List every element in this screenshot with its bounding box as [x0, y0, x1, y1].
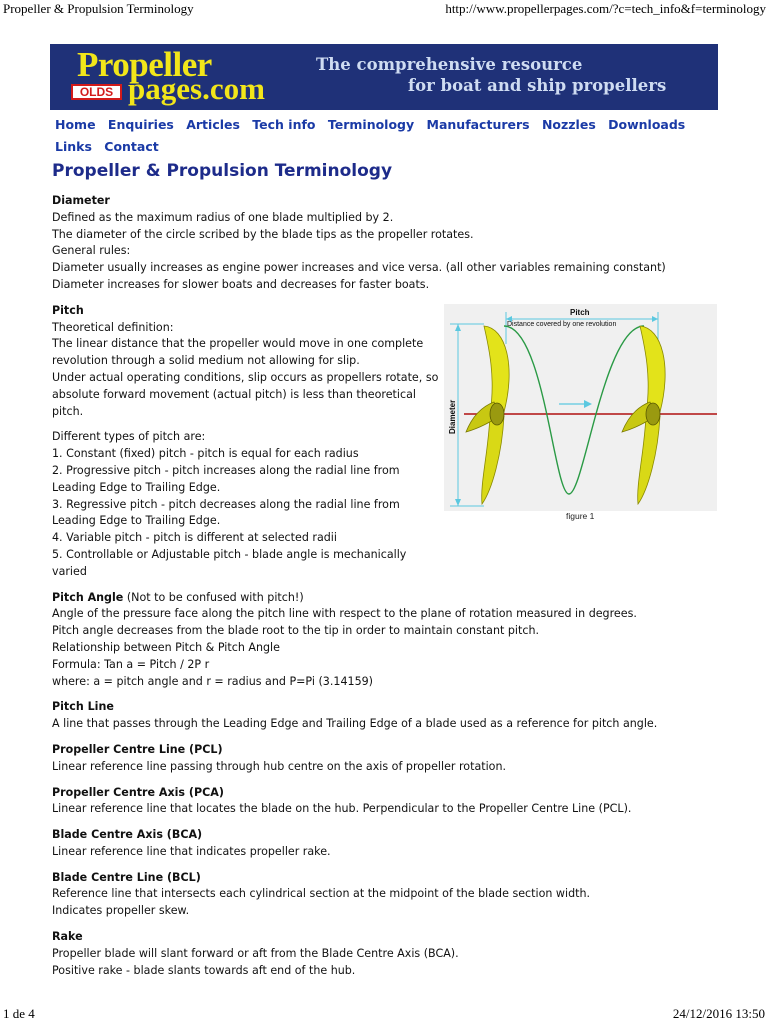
distance-label: Distance covered by one revolution — [507, 321, 617, 328]
logo-text-pages: pages.com — [128, 71, 265, 106]
section-rake — [52, 929, 712, 979]
section-heading — [52, 590, 712, 607]
section-title: Blade Centre Line (BCL) — [52, 870, 201, 884]
hub — [646, 403, 660, 425]
section-title-note: (Not to be confused with pitch!) — [123, 590, 304, 604]
print-datetime: 24/12/2016 13:50 — [672, 1006, 765, 1021]
tagline-line-1: The comprehensive resource — [316, 55, 583, 74]
page-number: 1 de 4 — [3, 1006, 35, 1021]
list-item: 4. Variable pitch - pitch is different at selected radii — [52, 531, 337, 545]
nav-tech-info[interactable]: Tech info — [252, 117, 316, 132]
list-item: 5. Controllable or Adjustable pitch - blade angle is mechanically varied — [52, 547, 407, 578]
section-diameter — [52, 193, 712, 294]
text-line: Indicates propeller skew. — [52, 904, 190, 918]
text-line: Reference line that intersects each cylindrical section at the midpoint of the blade section width. — [52, 887, 591, 901]
list-item: 2. Progressive pitch - pitch increases along the radial line from — [52, 463, 400, 477]
list-item: 1. Constant (fixed) pitch - pitch is equal for each radius — [52, 447, 359, 461]
nav-manufacturers[interactable]: Manufacturers — [426, 117, 530, 132]
text-line: pitch. — [52, 404, 84, 418]
hub — [490, 403, 504, 425]
text-line: Defined as the maximum radius of one blade multiplied by 2. — [52, 210, 394, 224]
section-bcl — [52, 870, 712, 920]
section-pitch-line — [52, 699, 712, 733]
text-line: Linear reference line that indicates propeller rake. — [52, 844, 331, 858]
pitch-figure — [444, 304, 717, 511]
text-line: General rules: — [52, 244, 131, 258]
section-pitch-angle — [52, 590, 712, 691]
section-pcl — [52, 742, 712, 776]
text-line: The linear distance that the propeller would move in one complete — [52, 337, 424, 351]
print-header-url: http://www.propellerpages.com/?c=tech_info&f=terminology — [445, 1, 766, 16]
list-item: 3. Regressive pitch - pitch decreases along the radial line from — [52, 497, 400, 511]
text-line: Linear reference line that locates the blade on the hub. Perpendicular to the Propeller Centre Line (PCL). — [52, 802, 632, 816]
list-item: Leading Edge to Trailing Edge. — [52, 514, 221, 528]
section-pca — [52, 785, 712, 819]
nav-articles[interactable]: Articles — [186, 117, 240, 132]
text-line: A line that passes through the Leading Edge and Trailing Edge of a blade used as a reference for pitch angle. — [52, 717, 658, 731]
pitch-label: Pitch — [570, 308, 590, 317]
text-line: Relationship between Pitch & Pitch Angle — [52, 640, 280, 654]
text-line: The diameter of the circle scribed by the blade tips as the propeller rotates. — [52, 227, 474, 241]
section-pitch — [52, 303, 444, 581]
nav-contact[interactable]: Contact — [104, 139, 159, 154]
text-line: Linear reference line passing through hub centre on the axis of propeller rotation. — [52, 759, 507, 773]
nav-enquiries[interactable]: Enquiries — [107, 117, 174, 132]
diameter-label: Diameter — [448, 399, 457, 434]
text-line: absolute forward movement (actual pitch) is less than theoretical — [52, 387, 416, 401]
text-line: Different types of pitch are: — [52, 430, 206, 444]
main-nav — [55, 114, 715, 158]
text-line: Formula: Tan a = Pitch / 2P r — [52, 657, 210, 671]
print-footer — [0, 1004, 768, 1024]
text-line: Theoretical definition: — [52, 320, 174, 334]
logo-badge: OLDS — [71, 84, 122, 100]
section-bca — [52, 827, 712, 861]
section-title: Rake — [52, 930, 83, 944]
section-title: Diameter — [52, 194, 110, 207]
figure-caption: figure 1 — [566, 511, 595, 521]
pitch-types-list — [52, 429, 444, 580]
section-title: Propeller Centre Axis (PCA) — [52, 785, 224, 799]
text-line: Angle of the pressure face along the pitch line with respect to the plane of rotation measured in degrees. — [52, 607, 637, 621]
print-header — [0, 0, 768, 20]
section-title: Pitch Line — [52, 700, 114, 714]
nav-downloads[interactable]: Downloads — [608, 117, 686, 132]
print-header-title: Propeller & Propulsion Terminology — [3, 1, 194, 16]
nav-links[interactable]: Links — [55, 139, 92, 154]
nav-nozzles[interactable]: Nozzles — [541, 117, 596, 132]
text-line: Diameter increases for slower boats and decreases for faster boats. — [52, 277, 430, 291]
text-line: Positive rake - blade slants towards aft end of the hub. — [52, 963, 356, 977]
tagline-line-2: for boat and ship propellers — [408, 76, 667, 95]
nav-home[interactable]: Home — [55, 117, 96, 132]
banner-tagline — [308, 54, 708, 96]
list-item: Leading Edge to Trailing Edge. — [52, 480, 221, 494]
nav-terminology[interactable]: Terminology — [327, 117, 415, 132]
section-title: Pitch — [52, 303, 84, 317]
site-banner[interactable] — [50, 44, 718, 110]
pitch-diagram — [444, 304, 717, 511]
text-line: Pitch angle decreases from the blade root to the tip in order to maintain constant pitch. — [52, 624, 540, 638]
text-line: where: a = pitch angle and r = radius and P=Pi (3.14159) — [52, 674, 374, 688]
text-line: Diameter usually increases as engine power increases and vice versa. (all other variables remaining constant) — [52, 261, 666, 275]
text-line: Propeller blade will slant forward or aft from the Blade Centre Axis (BCA). — [52, 946, 459, 960]
section-title: Pitch Angle — [52, 590, 124, 604]
logo-text-propeller: Propeller — [77, 45, 212, 84]
page-title: Propeller & Propulsion Terminology — [52, 161, 393, 181]
section-title: Propeller Centre Line (PCL) — [52, 742, 223, 756]
section-title: Blade Centre Axis (BCA) — [52, 828, 203, 842]
text-line: Under actual operating conditions, slip occurs as propellers rotate, so — [52, 370, 439, 384]
text-line: revolution through a solid medium not allowing for slip. — [52, 354, 360, 368]
